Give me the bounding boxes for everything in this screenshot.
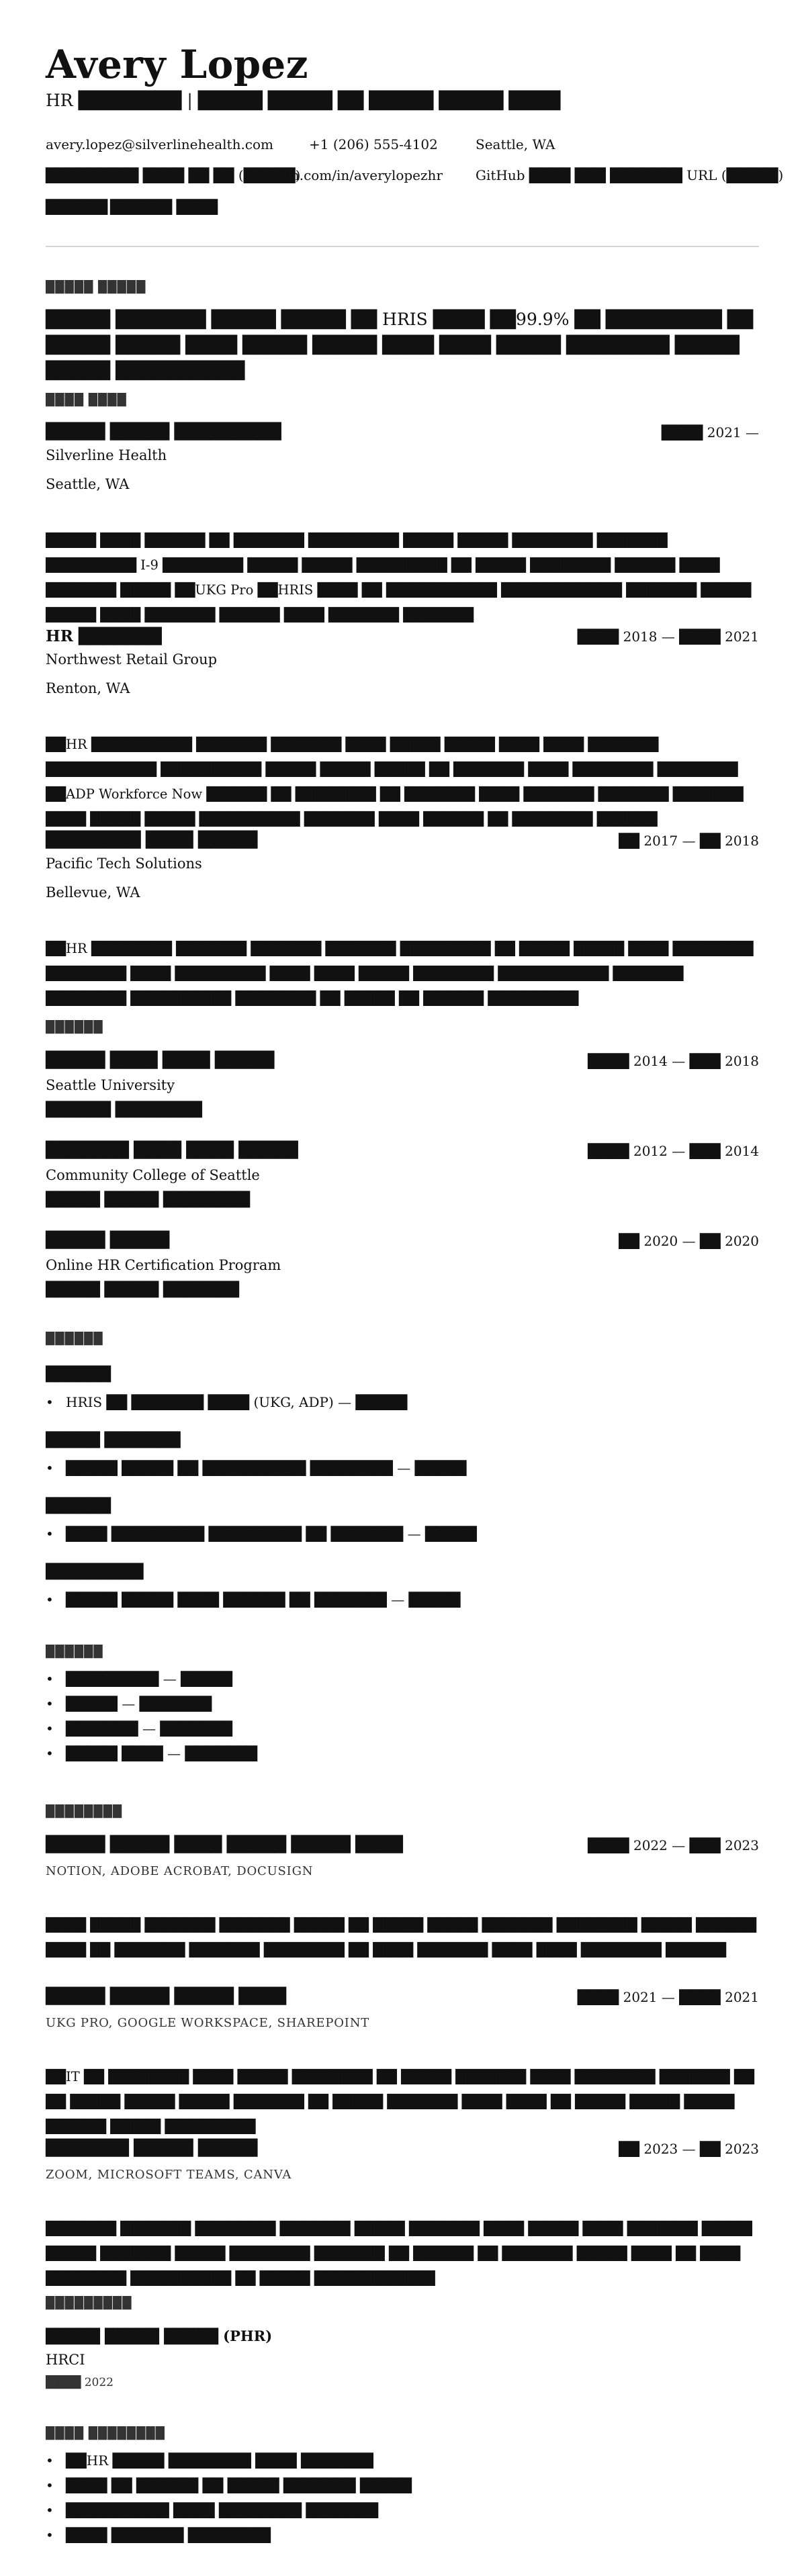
candidate-name: Avery Lopez [46, 42, 308, 87]
portfolio-link[interactable]: █████████ ████ ██ ██ (█████) [46, 167, 301, 183]
project-dates: ████ 2022 — ███ 2023 [588, 1837, 759, 1853]
education-dates: ████ 2012 — ███ 2014 [588, 1143, 759, 1159]
education-field: █████ █████ ███████ [46, 1281, 239, 1297]
section-heading-languages: ██████ [46, 1645, 103, 1659]
project-tools: ZOOM, MICROSOFT TEAMS, CANVA [46, 2168, 292, 2182]
section-heading-summary: █████ █████ [46, 281, 146, 294]
section-heading-interests: ████ ████████ [46, 2427, 165, 2440]
project-description: ████ █████ ███████ ███████ █████ ██ █████ █████ ███████ ████████ █████ ██████ ████ ██ ███████ ███████ ████████ ██ ████ ███████ ████ ████ ████████ ██████ [46, 1917, 756, 1958]
skill-item: • HRIS ██ ███████ ████ (UKG, ADP) — █████ [66, 1390, 407, 1415]
experience-company: Northwest Retail Group [46, 651, 218, 668]
experience-location: Seattle, WA [46, 476, 130, 492]
certification-issuer: HRCI [46, 2352, 85, 2368]
skill-item: • █████ █████ ██ ██████████ ████████ — █████ [66, 1456, 466, 1481]
skill-item: • █████ █████ ████ ██████ ██ ███████ — █████ [66, 1588, 460, 1612]
education-degree: █████ ████ ████ █████ [46, 1052, 275, 1069]
experience-dates: ████ 2021 — [661, 424, 759, 441]
experience-title: ████████ ████ █████ [46, 831, 258, 849]
project-title: ███████ █████ █████ [46, 2140, 258, 2157]
skill-group-title: ██████ [46, 1366, 111, 1382]
project-tools: UKG PRO, GOOGLE WORKSPACE, SHAREPOINT [46, 2016, 370, 2030]
contact-extra-1: ██████ [46, 199, 108, 215]
language-item: • █████████ — █████ [66, 1667, 257, 1692]
language-item: • ███████ — ███████ [66, 1716, 257, 1741]
interest-item: • ████ ██ ██████ ██ █████ ███████ █████ [66, 2473, 412, 2498]
education-degree: █████ █████ [46, 1232, 170, 1249]
experience-company: Silverline Health [46, 447, 167, 463]
education-school: Online HR Certification Program [46, 1257, 281, 1273]
certification-title: █████ █████ █████ (PHR) [46, 2328, 273, 2344]
experience-location: Bellevue, WA [46, 884, 140, 901]
project-description: ███████ ███████ ████████ ███████ █████ ███████ ████ █████ ████ ███████ █████ █████ ███████ █████ ████████ ███████ ██ ██████ ██ ███████ █████ ████ ██ ████ ████████ ██████████ ██ █████ ████████████ [46, 2221, 752, 2286]
section-heading-experience: ████ ████ [46, 394, 127, 407]
education-dates: ████ 2014 — ███ 2018 [588, 1053, 759, 1069]
project-title: █████ █████ ████ █████ █████ ████ [46, 1836, 403, 1853]
experience-description: ██HR ██████████ ███████ ███████ ████ █████ █████ ████ ████ ███████ ███████████ ██████████ █████ █████ █████ ██ ███████ ████ ████████ ████████ ██ADP Workforce Now ██████ ██ ████████ ██ ███████ ████ ███████ ███████ ███████ ████ █████ █████ ██████████ ███████ ████ ██████ ██ ████████ ██████ [46, 737, 744, 827]
skill-item: • ████ █████████ █████████ ██ ███████ — █████ [66, 1522, 477, 1547]
skill-group-title: █████████ [46, 1563, 144, 1579]
github-link[interactable]: GitHub ████ ███ ███████ URL (█████) [476, 167, 784, 183]
contact-extra-2: ██████ ████ [110, 199, 218, 215]
section-heading-projects: ████████ [46, 1805, 123, 1819]
education-dates: ██ 2020 — ██ 2020 [619, 1233, 759, 1249]
experience-company: Pacific Tech Solutions [46, 856, 202, 872]
education-field: ██████ ████████ [46, 1101, 202, 1117]
skill-list [46, 1522, 477, 1547]
experience-location: Renton, WA [46, 680, 130, 696]
skill-list [46, 1390, 407, 1415]
header-divider [46, 246, 759, 247]
language-item: • █████ — ███████ [66, 1692, 257, 1716]
experience-title: HR ███████ [46, 627, 162, 645]
skill-list [46, 1588, 460, 1612]
project-title: █████ █████ █████ ████ [46, 1988, 287, 2005]
interest-list [46, 2448, 412, 2548]
skill-group-title: █████ ███████ [46, 1432, 181, 1448]
email-link[interactable]: avery.lopez@silverlinehealth.com [46, 136, 274, 152]
education-field: █████ █████ ████████ [46, 1191, 251, 1207]
linkedin-link[interactable]: linkedin.com/in/averylopezhr [244, 167, 443, 183]
experience-dates: ██ 2017 — ██ 2018 [619, 833, 759, 849]
skill-group-title: ██████ [46, 1498, 111, 1514]
experience-description: █████ ████ ██████ ██ ███████ █████████ █████ █████ ████████ ███████ █████████ I-9 ████████ █████ █████ █████████ ██ █████ ████████ ██████ ████ ███████ █████ ██UKG Pro ██HRIS ████ ██ ███████████ ████████████ ███████ █████ █████ ████ ███████ ██████ ████ ███████ ███████ [46, 533, 752, 623]
education-school: Community College of Seattle [46, 1167, 260, 1183]
language-item: • █████ ████ — ███████ [66, 1741, 257, 1766]
experience-description: ██HR ████████ ███████ ███████ ███████ █████████ ██ █████ █████ ████ ████████ ████████ ████ █████████ ████ ████ █████ ████████ ███████████ ███████ ████████ ██████████ ████████ ██ █████ ██ ██████ █████████ [46, 941, 754, 1006]
education-degree: ███████ ████ ████ █████ [46, 1142, 298, 1159]
location-text: Seattle, WA [476, 136, 555, 152]
certification-date: ████ 2022 [46, 2376, 114, 2389]
phone-text: +1 (206) 555-4102 [309, 136, 438, 152]
skill-list [46, 1456, 466, 1481]
education-school: Seattle University [46, 1077, 175, 1093]
interest-item: • ██HR █████ ████████ ████ ███████ [66, 2448, 412, 2473]
experience-title: █████ █████ █████████ [46, 423, 281, 441]
interest-item: • ████ ███████ ████████ [66, 2523, 412, 2548]
interest-item: • ██████████ ████ ████████ ███████ [66, 2498, 412, 2523]
candidate-headline: HR ████████ | █████ █████ ██ █████ █████ ████ [46, 91, 561, 110]
section-heading-skills: ██████ [46, 1332, 103, 1346]
summary-text: █████ ███████ █████ █████ ██ HRIS ████ ██99.9% ██ █████████ ██ █████ █████ ████ █████ █████ ████ ████ █████ ████████ █████ █████ ██████████ [46, 310, 754, 380]
project-description: ██IT ██ ████████ ████ █████ ████████ ██ █████ ███████ ████ ████████ ███████ ██ ██ █████ █████ █████ ███████ ██ █████ ███████ ████ ████ ██ █████ █████ █████ ██████ █████ █████████ [46, 2069, 754, 2134]
project-dates: ████ 2021 — ████ 2021 [577, 1989, 759, 2005]
project-tools: NOTION, ADOBE ACROBAT, DOCUSIGN [46, 1864, 314, 1878]
section-heading-education: ██████ [46, 1021, 103, 1034]
project-dates: ██ 2023 — ██ 2023 [619, 2141, 759, 2157]
section-heading-certifications: █████████ [46, 2297, 132, 2310]
experience-dates: ████ 2018 — ████ 2021 [577, 629, 759, 645]
language-list [46, 1667, 257, 1766]
